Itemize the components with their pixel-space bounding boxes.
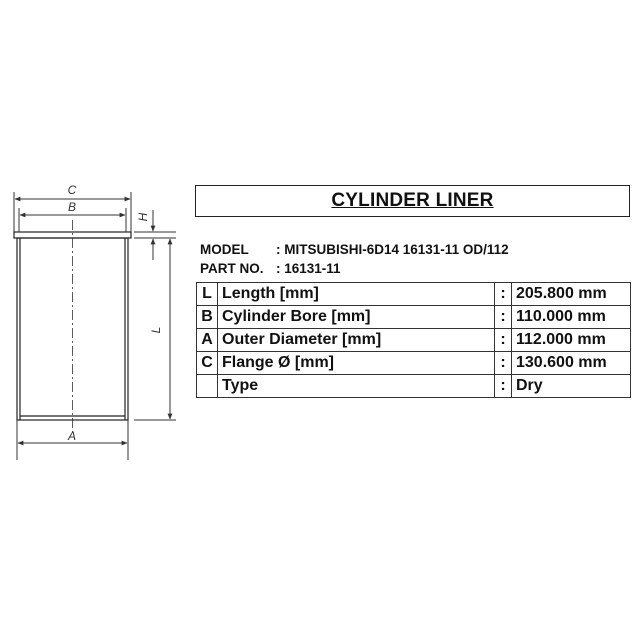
model-row [200, 242, 509, 257]
table-row [197, 283, 631, 306]
spec-value: 112.000 mm [512, 329, 631, 352]
dim-label-b: B [67, 200, 77, 214]
table-row [197, 329, 631, 352]
spec-name: Length [mm] [218, 283, 495, 306]
table-row [197, 352, 631, 375]
dim-label-h: H [136, 212, 150, 222]
spec-value: 205.800 mm [512, 283, 631, 306]
spec-separator: : [495, 283, 512, 306]
dim-label-c: C [67, 183, 77, 197]
page-title: CYLINDER LINER [331, 190, 494, 211]
spec-separator: : [495, 375, 512, 398]
table-row [197, 306, 631, 329]
part-no-row [200, 261, 341, 276]
model-value: : MITSUBISHI-6D14 16131-11 OD/112 [276, 242, 509, 257]
spec-name: Flange Ø [mm] [218, 352, 495, 375]
spec-table [196, 282, 631, 398]
spec-code [197, 375, 218, 398]
spec-code: A [197, 329, 218, 352]
dim-label-a: A [67, 429, 77, 443]
table-row [197, 375, 631, 398]
spec-separator: : [495, 306, 512, 329]
spec-code: C [197, 352, 218, 375]
spec-name: Type [218, 375, 495, 398]
dim-label-l: L [149, 326, 163, 334]
spec-separator: : [495, 329, 512, 352]
spec-value: 110.000 mm [512, 306, 631, 329]
spec-code: L [197, 283, 218, 306]
model-label: MODEL [200, 242, 249, 257]
part-no-label: PART NO. [200, 261, 264, 276]
part-no-value: : 16131-11 [276, 261, 341, 276]
spec-value: 130.600 mm [512, 352, 631, 375]
spec-name: Outer Diameter [mm] [218, 329, 495, 352]
title-box [195, 185, 630, 217]
spec-separator: : [495, 352, 512, 375]
spec-code: B [197, 306, 218, 329]
spec-name: Cylinder Bore [mm] [218, 306, 495, 329]
spec-value: Dry [512, 375, 631, 398]
cylinder-liner-drawing [0, 170, 195, 470]
